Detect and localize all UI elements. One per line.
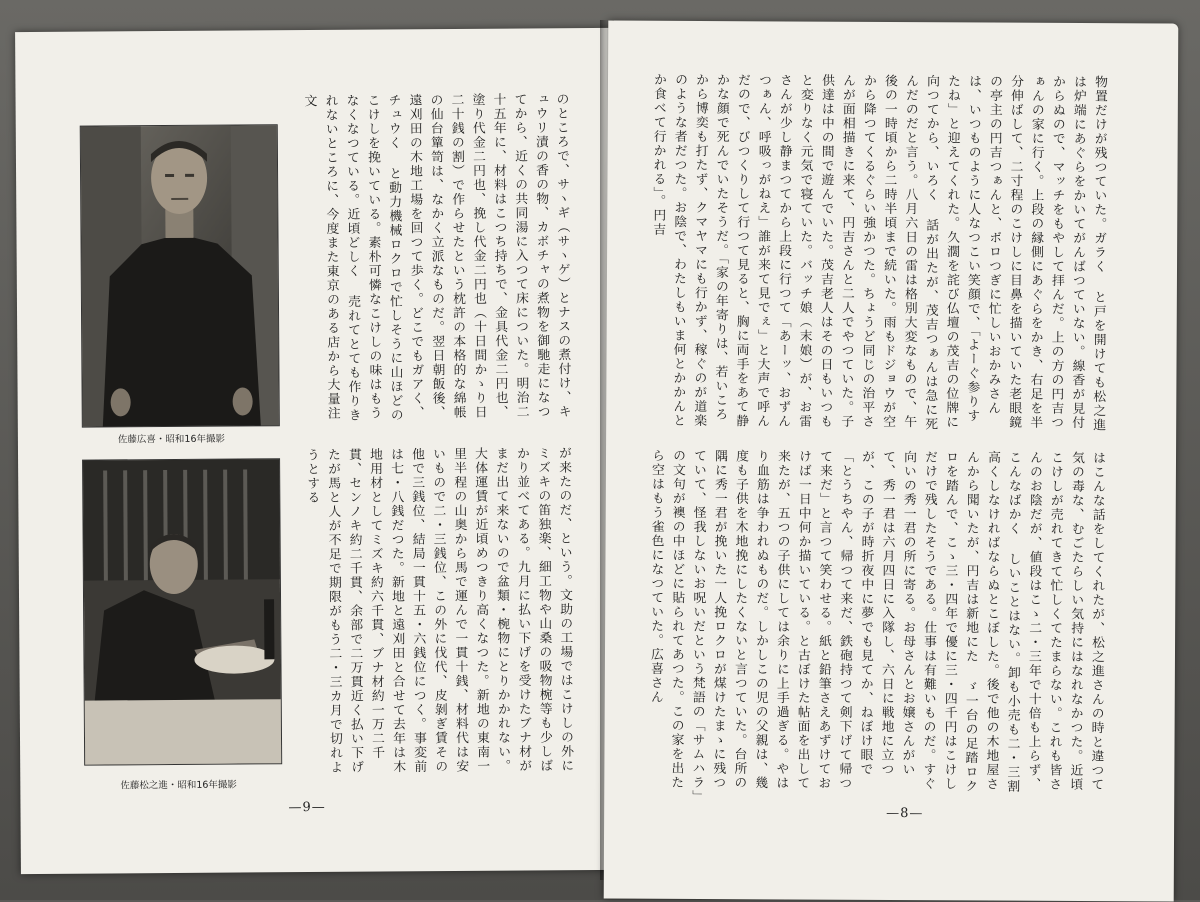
portrait-photo-top [80, 124, 280, 427]
photo-caption-top: 佐藤広喜・昭和16年撮影 [117, 433, 226, 446]
portrait-man-image [81, 125, 279, 426]
left-page [15, 28, 615, 874]
right-page [604, 21, 1179, 902]
craftsman-lathe-image [83, 459, 281, 764]
photo-caption-bottom: 佐藤松之進・昭和16年撮影 [120, 779, 237, 792]
page-number-right: —8— [886, 805, 924, 822]
left-text-block-top: のところで、サヽギ（サヽゲ）とナスの煮付け、キュウリ漬の香の物、カボチャの煮物を御馳走になつてから、近くの共同湯に入つて床についた。明治二十五年に、材料はこつち持ちで、金具代金二円也、塗り代金二円也、挽し代金二円也（十日間かゝり日二十銭の割）で作らせたという枕許の本格的な綿帳の仙台簞笥は、なかく立派なものだ。翌日朝飯後、遠刈田の木地工場を回つて歩く。どこでもガアく、チュウく と動力機械ロクロで忙しそうに山ほどのこけしを挽いている。素朴可憐なこけしの味はもうなくなつている。近頃どしく 売れてとても作りきれないところに、今度また東京のある店から大量注文 [301, 92, 571, 423]
portrait-photo-bottom [82, 458, 282, 765]
right-text-block-bottom: はこんな話をしてくれたが、松之進さんの時と違つて気の毒な、むごたらしい気持にはなれなかつた。近頃こけしが売れてきて忙しくてたまらない。これも皆さんのお陰だが、値段はこゝ二・三年で十倍も上らず、こんなばかく しいことはない。卸も小売も二・三割高くしなければならぬとこぼした。後で他の木地屋さんから聞いたが、円吉は新地にた ゞ一台の足踏ロクロを踏んで、こゝ三・四年で優に三・四千円はこけしだけで残したそうである。仕事は有難いものだ。すぐ向いの秀一君の所に寄る。お母さんとお嬢さんがいて、秀一君は六月四日に入隊し、六日に戦地に立つが、この子が時折夜中に夢でも見てか、ねぼけ眼で「とうちやん、帰つて来だ、鉄砲持つて剣下げて帰つて来だ」と言つて笑わせる。紙と鉛筆さえあずけておけば一日中何か描いている。と古ぼけた帖面を出して来たが、五つの子供にしては余りに上手過ぎる。やはり血筋は争われぬものだ。しかしこの児の父親は、幾度も子供を木地挽にしたくないと言つていた。台所の隅に秀一君が挽いた一人挽ロクロが煤けたまゝに残つていて、怪我しないお呪いだという梵語の「サムハラ」の文句が襖の中ほどに貼られてあつた。この家を出たら空はもう雀色になつていた。広喜さん [647, 448, 1106, 798]
right-text-block-top: 物置だけが残つていた。ガラく と戸を開けても松之進は炉端にあぐらをかいてがんばつていない。線香が見付からぬので、マッチをもやして拝んだ。上の方の円吉つぁんの家に行く。上段の縁側にあぐらをかき、右足を半分伸ばして、二寸程のこけしに目鼻を描いていた老眼鏡の亭主の円吉つぁんと、ボロつぎに忙しいおかみさんは、いつものように人なつこい笑顔で、「よーぐ参りすたね」と迎えてくれた。久濶を詫び仏壇の茂吉の位牌に向つてから、いろく 話が出たが、茂吉つぁんは急に死んだのだと言う。八月六日の雷は格別大変なもので、午後の一時頃から二時半頃まで続いた。雨もドジョウが空から降つてくるぐらい強かつた。ちょうど同じの治平さんが面相描きに来て、円吉さんと二人でやつていた。子供達は中の間で遊んでいた。茂吉老人はその日もいつもと変りなく元気で寝ていた。バッチ娘（末娘）が、お雷さんが少し静まつてから上段に行つて「あーッ、おずんつぁん、呼吸っがねえ」誰が来て見でぇ」と大声で呼んだので、びつくりして行つて見ると、胸に両手をあて静かな顔で死んでいたそうだ。「家の年寄りは、若いころから博奕も打たず、クマヤマにも行かず、稼ぐのが道楽のような者だつた。お陰で、わたしもいま何とかかんとか食べて行かれる」。円吉 [650, 72, 1108, 433]
page-number-left: —9— [288, 799, 326, 816]
left-text-block-bottom: が来たのだ、という。文助の工場ではこけしの外にミズキの笛独楽、細工物や山桑の吸物椀等も少しばかり並べてある。九月に払い下げを受けたブナ材がまだ出て来ないので盆類・椀物にとりかかれない。大体運賃が近頃めつきり高くなつた。新地の東南一里半程の山奥から馬で運んで一貫十銭、材料代は安いもので二・三銭位、この外に伐代、皮剝ぎ賃その他で三銭位、結局一貫十五・六銭位につく。事変前は七・八銭だつた。新地と遠刈田と合せて去年は木地用材としてミズキ約六千貫、ブナ材約一万二千貫、センノキ約二千貫、余部で二万貫近く払い下げたが馬と人が不足で期限がもう二・三カ月で切れようとする [303, 446, 574, 775]
